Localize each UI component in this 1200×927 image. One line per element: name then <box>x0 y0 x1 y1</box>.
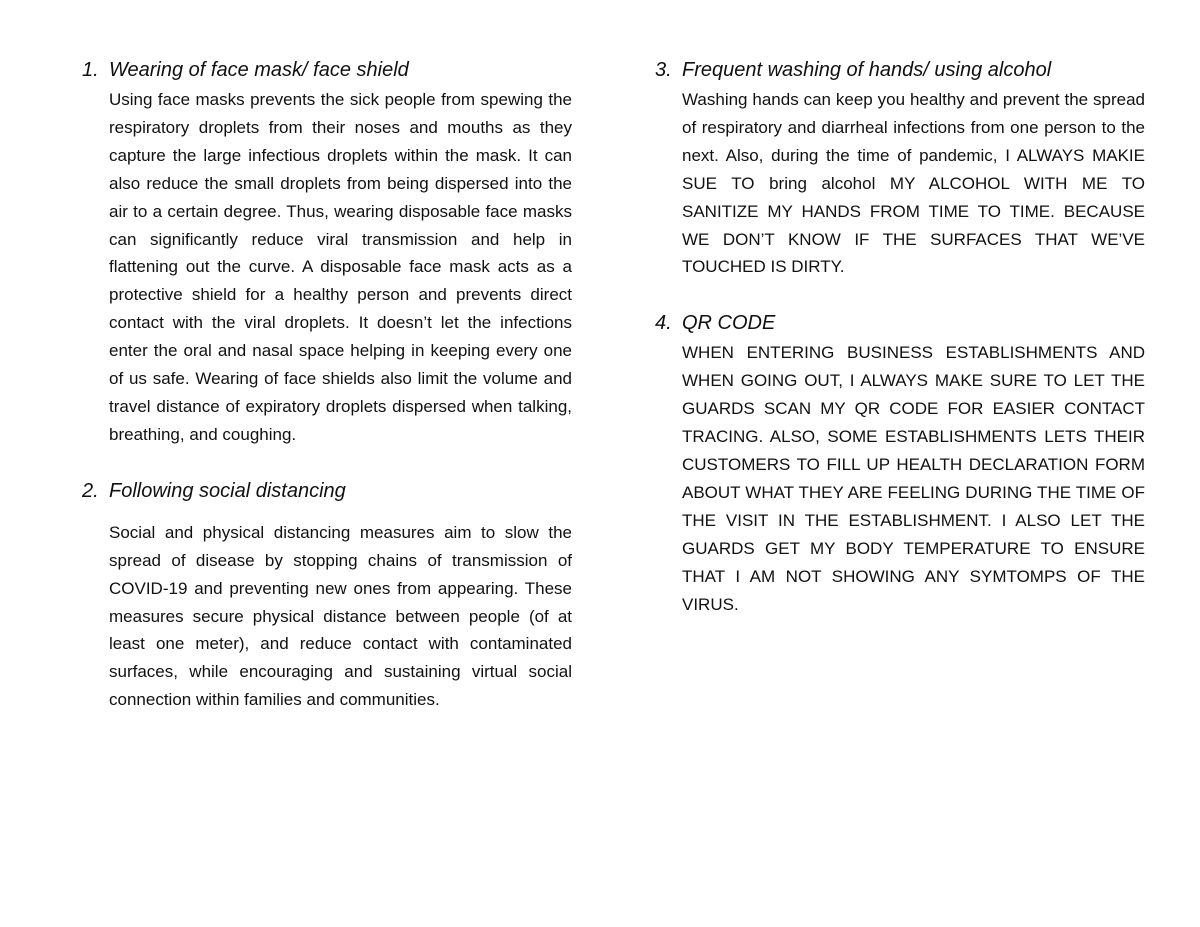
item-paragraph: Using face masks prevents the sick people from spewing the respiratory droplets from their noses and mouths as they capture the large infectious droplets within the mask. It can also reduce the small droplets from being dispersed into the air to a certain degree. Thus, wearing disposable face masks can significantly reduce viral transmission and help in flattening out the curve. A disposable face mask acts as a protective shield for a healthy person and prevents direct contact with the viral droplets. It doesn’t let the infections enter the oral and nasal space helping in keeping every one of us safe. Wearing of face shields also limit the volume and travel distance of expiratory droplets dispersed when talking, breathing, and coughing. <box>109 90 572 444</box>
item-number: 1. <box>82 59 99 81</box>
item-paragraph: WHEN ENTERING BUSINESS ESTABLISHMENTS AND WHEN GOING OUT, I ALWAYS MAKE SURE TO LET THE GUARDS SCAN MY QR CODE FOR EASIER CONTACT TRACING. ALSO, SOME ESTABLISHMENTS LETS THEIR CUSTOMERS TO FILL UP HEALTH DECLARATION FORM ABOUT WHAT THEY ARE FEELING DURING THE TIME OF THE VISIT IN THE ESTABLISHMENT. I ALSO LET THE GUARDS GET MY BODY TEMPERATURE TO ENSURE THAT I AM NOT SHOWING ANY SYMTOMPS OF THE VIRUS. <box>682 343 1145 614</box>
list-item-social-distancing <box>82 477 572 714</box>
item-number: 4. <box>655 312 672 335</box>
item-heading <box>82 56 572 84</box>
list-item-hand-washing <box>655 56 1145 281</box>
item-body <box>682 86 1145 281</box>
item-paragraph: Washing hands can keep you healthy and prevent the spread of respiratory and diarrheal infections from one person to the next. Also, during the time of pandemic, I ALWAYS MAKIE SUE TO bring alcohol MY ALCOHOL WITH ME TO SANITIZE MY HANDS FROM TIME TO TIME. BECAUSE WE DON’T KNOW IF THE SURFACES THAT WE’VE TOUCHED IS DIRTY. <box>682 90 1145 277</box>
item-body <box>109 519 572 714</box>
item-title: Following social distancing <box>109 479 346 502</box>
item-title: QR CODE <box>682 312 776 335</box>
item-heading <box>82 477 572 505</box>
item-body <box>109 86 572 449</box>
item-title: Frequent washing of hands/ using alcohol <box>682 59 1052 81</box>
item-heading <box>655 56 1145 84</box>
item-number: 3. <box>655 59 672 81</box>
list-item-face-mask <box>82 56 572 449</box>
item-number: 2. <box>82 479 99 502</box>
right-column <box>655 56 1145 646</box>
left-column <box>82 56 572 742</box>
item-heading <box>655 309 1145 337</box>
item-title: Wearing of face mask/ face shield <box>109 59 409 81</box>
item-body <box>682 339 1145 618</box>
item-paragraph: Social and physical distancing measures aim to slow the spread of disease by stopping chains of transmission of COVID-19 and preventing new ones from appearing. These measures secure physical distance between people (of at least one meter), and reduce contact with contaminated surfaces, while encouraging and sustaining virtual social connection within families and communities. <box>109 522 572 710</box>
list-item-qr-code <box>655 309 1145 618</box>
